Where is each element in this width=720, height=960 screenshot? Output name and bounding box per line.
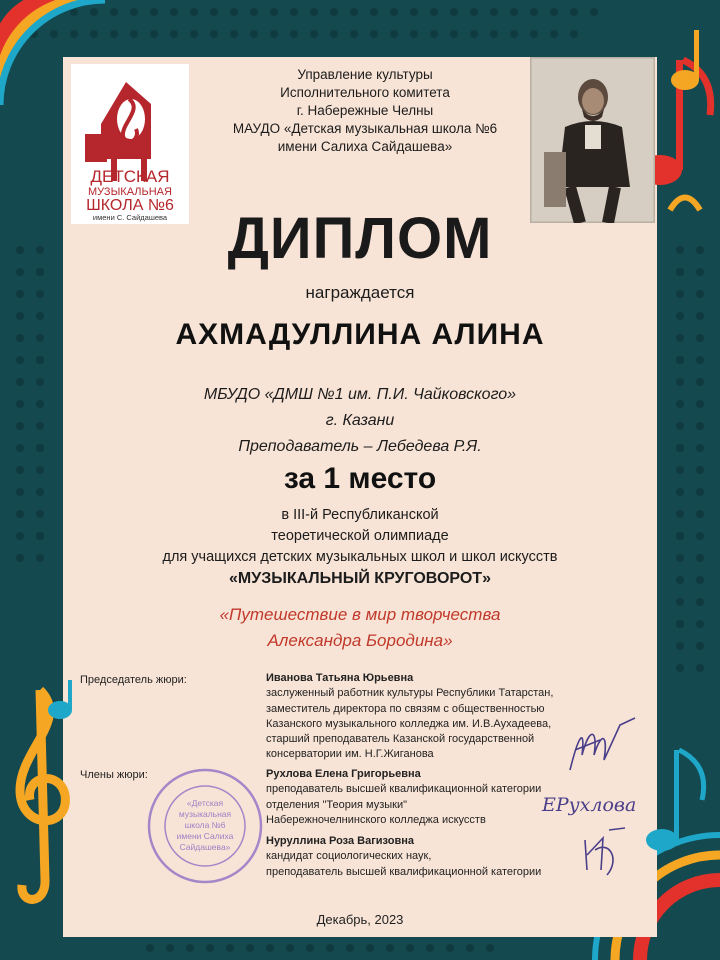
- stamp-line: имени Салиха: [176, 831, 234, 841]
- logo-line3: ШКОЛА №6: [86, 197, 174, 214]
- place-text: за 1 место: [283, 462, 437, 495]
- stamp-line: музыкальная: [178, 809, 232, 819]
- music-note-bottom-right-icon: [640, 720, 720, 870]
- header-line: Исполнительного комитета: [280, 85, 450, 100]
- jury-member2-desc: кандидат социологических наук,: [266, 850, 432, 863]
- recipient-name: АХМАДУЛЛИНА АЛИНА: [175, 318, 545, 351]
- jury-chair-desc: заслуженный работник культуры Республики Татарстан,: [266, 687, 554, 700]
- header-line: МАУДО «Детская музыкальная школа №6: [232, 121, 498, 136]
- stamp-line: Сайдашева»: [179, 842, 231, 852]
- olympiad-line: в III-й Республиканской: [281, 507, 439, 523]
- jury-member2-desc: преподаватель высшей квалификационной категории: [266, 865, 542, 878]
- school-city: г. Казани: [325, 412, 395, 429]
- olympiad-topic: [63, 602, 657, 654]
- logo-line4: имени С. Сайдашева: [92, 213, 168, 222]
- logo-line2: МУЗЫКАЛЬНАЯ: [88, 186, 172, 198]
- teacher-line: Преподаватель – Лебедева Р.Я.: [238, 438, 482, 455]
- jury-member1-desc: отделения "Теория музыки": [266, 798, 408, 811]
- school-logo: [71, 64, 189, 224]
- composer-portrait: [530, 57, 655, 223]
- diploma-title: ДИПЛОМ: [227, 206, 493, 271]
- jury-chair-name: Иванова Татьяна Юрьевна: [266, 672, 414, 684]
- jury-chair-desc: консерватории им. Н.Г.Жиганова: [266, 748, 434, 761]
- jury-chair-block: [266, 671, 606, 763]
- stamp-line: школа №6: [184, 820, 226, 830]
- official-stamp: [142, 766, 268, 886]
- member2-signature: [575, 820, 635, 880]
- jury-members-label: Члены жюри:: [80, 769, 148, 781]
- jury-chair-desc: Казанского музыкального колледжа им. И.В.Аухадеева,: [266, 717, 552, 730]
- olympiad-name: «МУЗЫКАЛЬНЫЙ КРУГОВОРОТ»: [229, 570, 491, 587]
- olympiad-line: теоретической олимпиаде: [271, 528, 449, 544]
- header-line: г. Набережные Челны: [296, 103, 434, 118]
- jury-chair-desc: старший преподаватель Казанской государственной: [266, 733, 535, 746]
- topic-line: Александра Бородина»: [267, 631, 453, 650]
- school-info: [63, 382, 657, 460]
- jury-member2-name: Нуруллина Роза Вагизовна: [266, 835, 414, 847]
- jury-member2-block: [266, 834, 606, 880]
- chair-signature: [560, 710, 650, 780]
- jury-member1-desc: преподаватель высшей квалификационной категории: [266, 783, 542, 796]
- jury-member1-name: Рухлова Елена Григорьевна: [266, 768, 421, 780]
- jury-chair-desc: заместитель директора по связям с общественностью: [266, 702, 545, 715]
- stamp-line: «Детская: [186, 798, 224, 808]
- member1-signature-text: ЕРухлова: [542, 794, 637, 816]
- issuer-header: [210, 66, 520, 156]
- school-line: МБУДО «ДМШ №1 им. П.И. Чайковского»: [203, 386, 517, 403]
- composer-portrait-icon: [530, 57, 655, 223]
- awarded-text: награждается: [305, 283, 415, 302]
- olympiad-line: для учащихся детских музыкальных школ и школ искусств: [162, 549, 558, 565]
- logo-line1: ДЕТСКАЯ: [90, 167, 170, 186]
- member1-signature: [538, 785, 648, 825]
- header-line: Управление культуры: [297, 67, 433, 82]
- topic-line: «Путешествие в мир творчества: [219, 605, 501, 624]
- olympiad-info: [63, 505, 657, 589]
- issue-date: Декабрь, 2023: [316, 912, 404, 927]
- header-line: имени Салиха Сайдашева»: [277, 139, 453, 154]
- jury-chair-label: Председатель жюри:: [80, 674, 187, 686]
- treble-clef-left-icon: [0, 680, 80, 920]
- jury-member1-desc: Набережночелнинского колледжа искусств: [266, 813, 486, 826]
- piano-treble-clef-logo-icon: [71, 64, 189, 224]
